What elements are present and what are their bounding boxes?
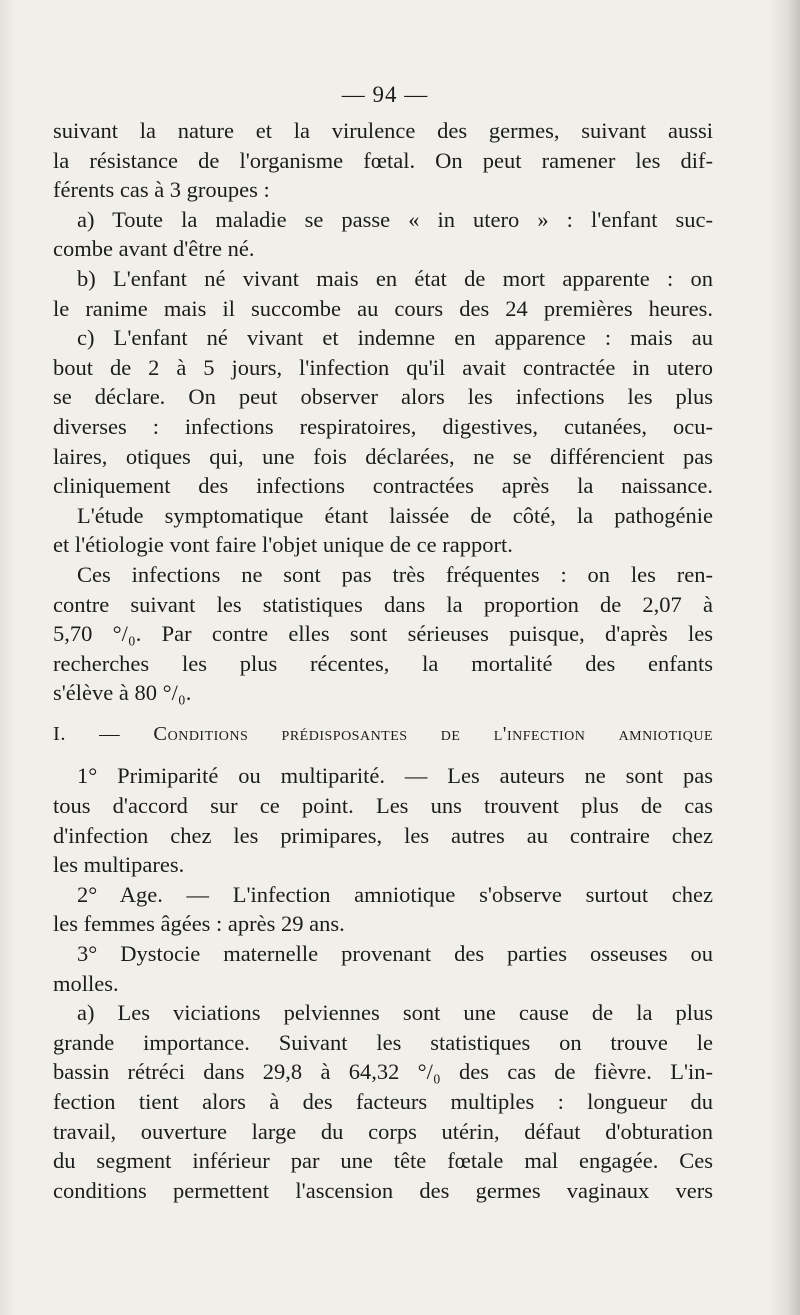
- text-line: 1° Primiparité ou multiparité. — Les auteurs ne sont pas: [77, 763, 713, 789]
- text-line: le ranime mais il succombe au cours des 24 premières heures.: [53, 295, 713, 321]
- page-shadow-right: [770, 0, 800, 1315]
- text-line: bassin rétréci dans 29,8 à 64,32 °/₀ des cas de fièvre. L'in-: [53, 1059, 713, 1085]
- paragraph: [53, 205, 713, 264]
- text-line: suivant la nature et la virulence des germes, suivant aussi: [53, 118, 713, 143]
- text-line: Ces infections ne sont pas très fréquentes : on les ren-: [77, 561, 713, 587]
- text-line: la résistance de l'organisme fœtal. On peut ramener les dif-: [53, 147, 713, 173]
- paragraph: [53, 323, 713, 501]
- paragraph: [53, 998, 713, 1205]
- text-line: fection tient alors à des facteurs multiples : longueur du: [53, 1089, 713, 1114]
- text-line: s'élève à 80 °/₀.: [53, 680, 192, 706]
- paragraph: [53, 761, 713, 879]
- text-line: férents cas à 3 groupes :: [53, 177, 270, 203]
- text-line: conditions permettent l'ascension des germes vaginaux vers: [53, 1177, 713, 1203]
- text-line: les multipares.: [53, 852, 185, 878]
- text-line: d'infection chez les primipares, les autres au contraire chez: [53, 822, 713, 848]
- text-line: laires, otiques qui, une fois déclarées, ne se différencient pas: [53, 443, 713, 469]
- section-heading: [53, 720, 713, 750]
- paragraph: [53, 264, 713, 323]
- text-line: contre suivant les statistiques dans la proportion de 2,07 à: [53, 591, 713, 617]
- text-line: du segment inférieur par une tête fœtale mal engagée. Ces: [53, 1148, 713, 1174]
- text-line: bout de 2 à 5 jours, l'infection qu'il avait contractée in utero: [53, 354, 713, 380]
- paragraph: [53, 880, 713, 939]
- text-line: diverses : infections respiratoires, digestives, cutanées, ocu-: [53, 413, 713, 439]
- text-line: b) L'enfant né vivant mais en état de mort apparente : on: [77, 265, 713, 291]
- text-line: grande importance. Suivant les statistiques on trouve le: [53, 1029, 713, 1055]
- paragraph: [53, 501, 713, 560]
- text-line: c) L'enfant né vivant et indemne en apparence : mais au: [77, 325, 713, 351]
- text-line: se déclare. On peut observer alors les infections les plus: [53, 384, 713, 410]
- text-line: recherches les plus récentes, la mortalité des enfants: [53, 650, 713, 676]
- text-line: combe avant d'être né.: [53, 236, 255, 262]
- body-text: [53, 116, 713, 1205]
- text-line: molles.: [53, 970, 119, 996]
- text-line: les femmes âgées : après 29 ans.: [53, 911, 345, 937]
- paragraph: [53, 560, 713, 708]
- text-line: cliniquement des infections contractées après la naissance.: [53, 473, 713, 499]
- text-line: et l'étiologie vont faire l'objet unique de ce rapport.: [53, 532, 513, 558]
- paragraph: [53, 939, 713, 998]
- page-shadow-left: [0, 0, 14, 1315]
- text-line: 2° Age. — L'infection amniotique s'observe surtout chez: [77, 881, 713, 907]
- text-line: L'étude symptomatique étant laissée de côté, la pathogénie: [77, 502, 713, 528]
- text-line: a) Les viciations pelviennes sont une cause de la plus: [77, 1000, 713, 1026]
- text-line: 3° Dystocie maternelle provenant des parties osseuses ou: [77, 941, 713, 967]
- text-line: tous d'accord sur ce point. Les uns trouvent plus de cas: [53, 793, 713, 819]
- section-number: I. —: [53, 722, 121, 745]
- text-line: travail, ouverture large du corps utérin, défaut d'obturation: [53, 1118, 713, 1144]
- text-line: 5,70 °/₀. Par contre elles sont sérieuses puisque, d'après les: [53, 621, 713, 647]
- paragraph: [53, 116, 713, 205]
- section-title: Conditions prédisposantes de l'infection amniotique: [153, 722, 713, 745]
- page-number: — 94 —: [341, 82, 429, 107]
- text-line: a) Toute la maladie se passe « in utero » : l'enfant suc-: [77, 206, 713, 232]
